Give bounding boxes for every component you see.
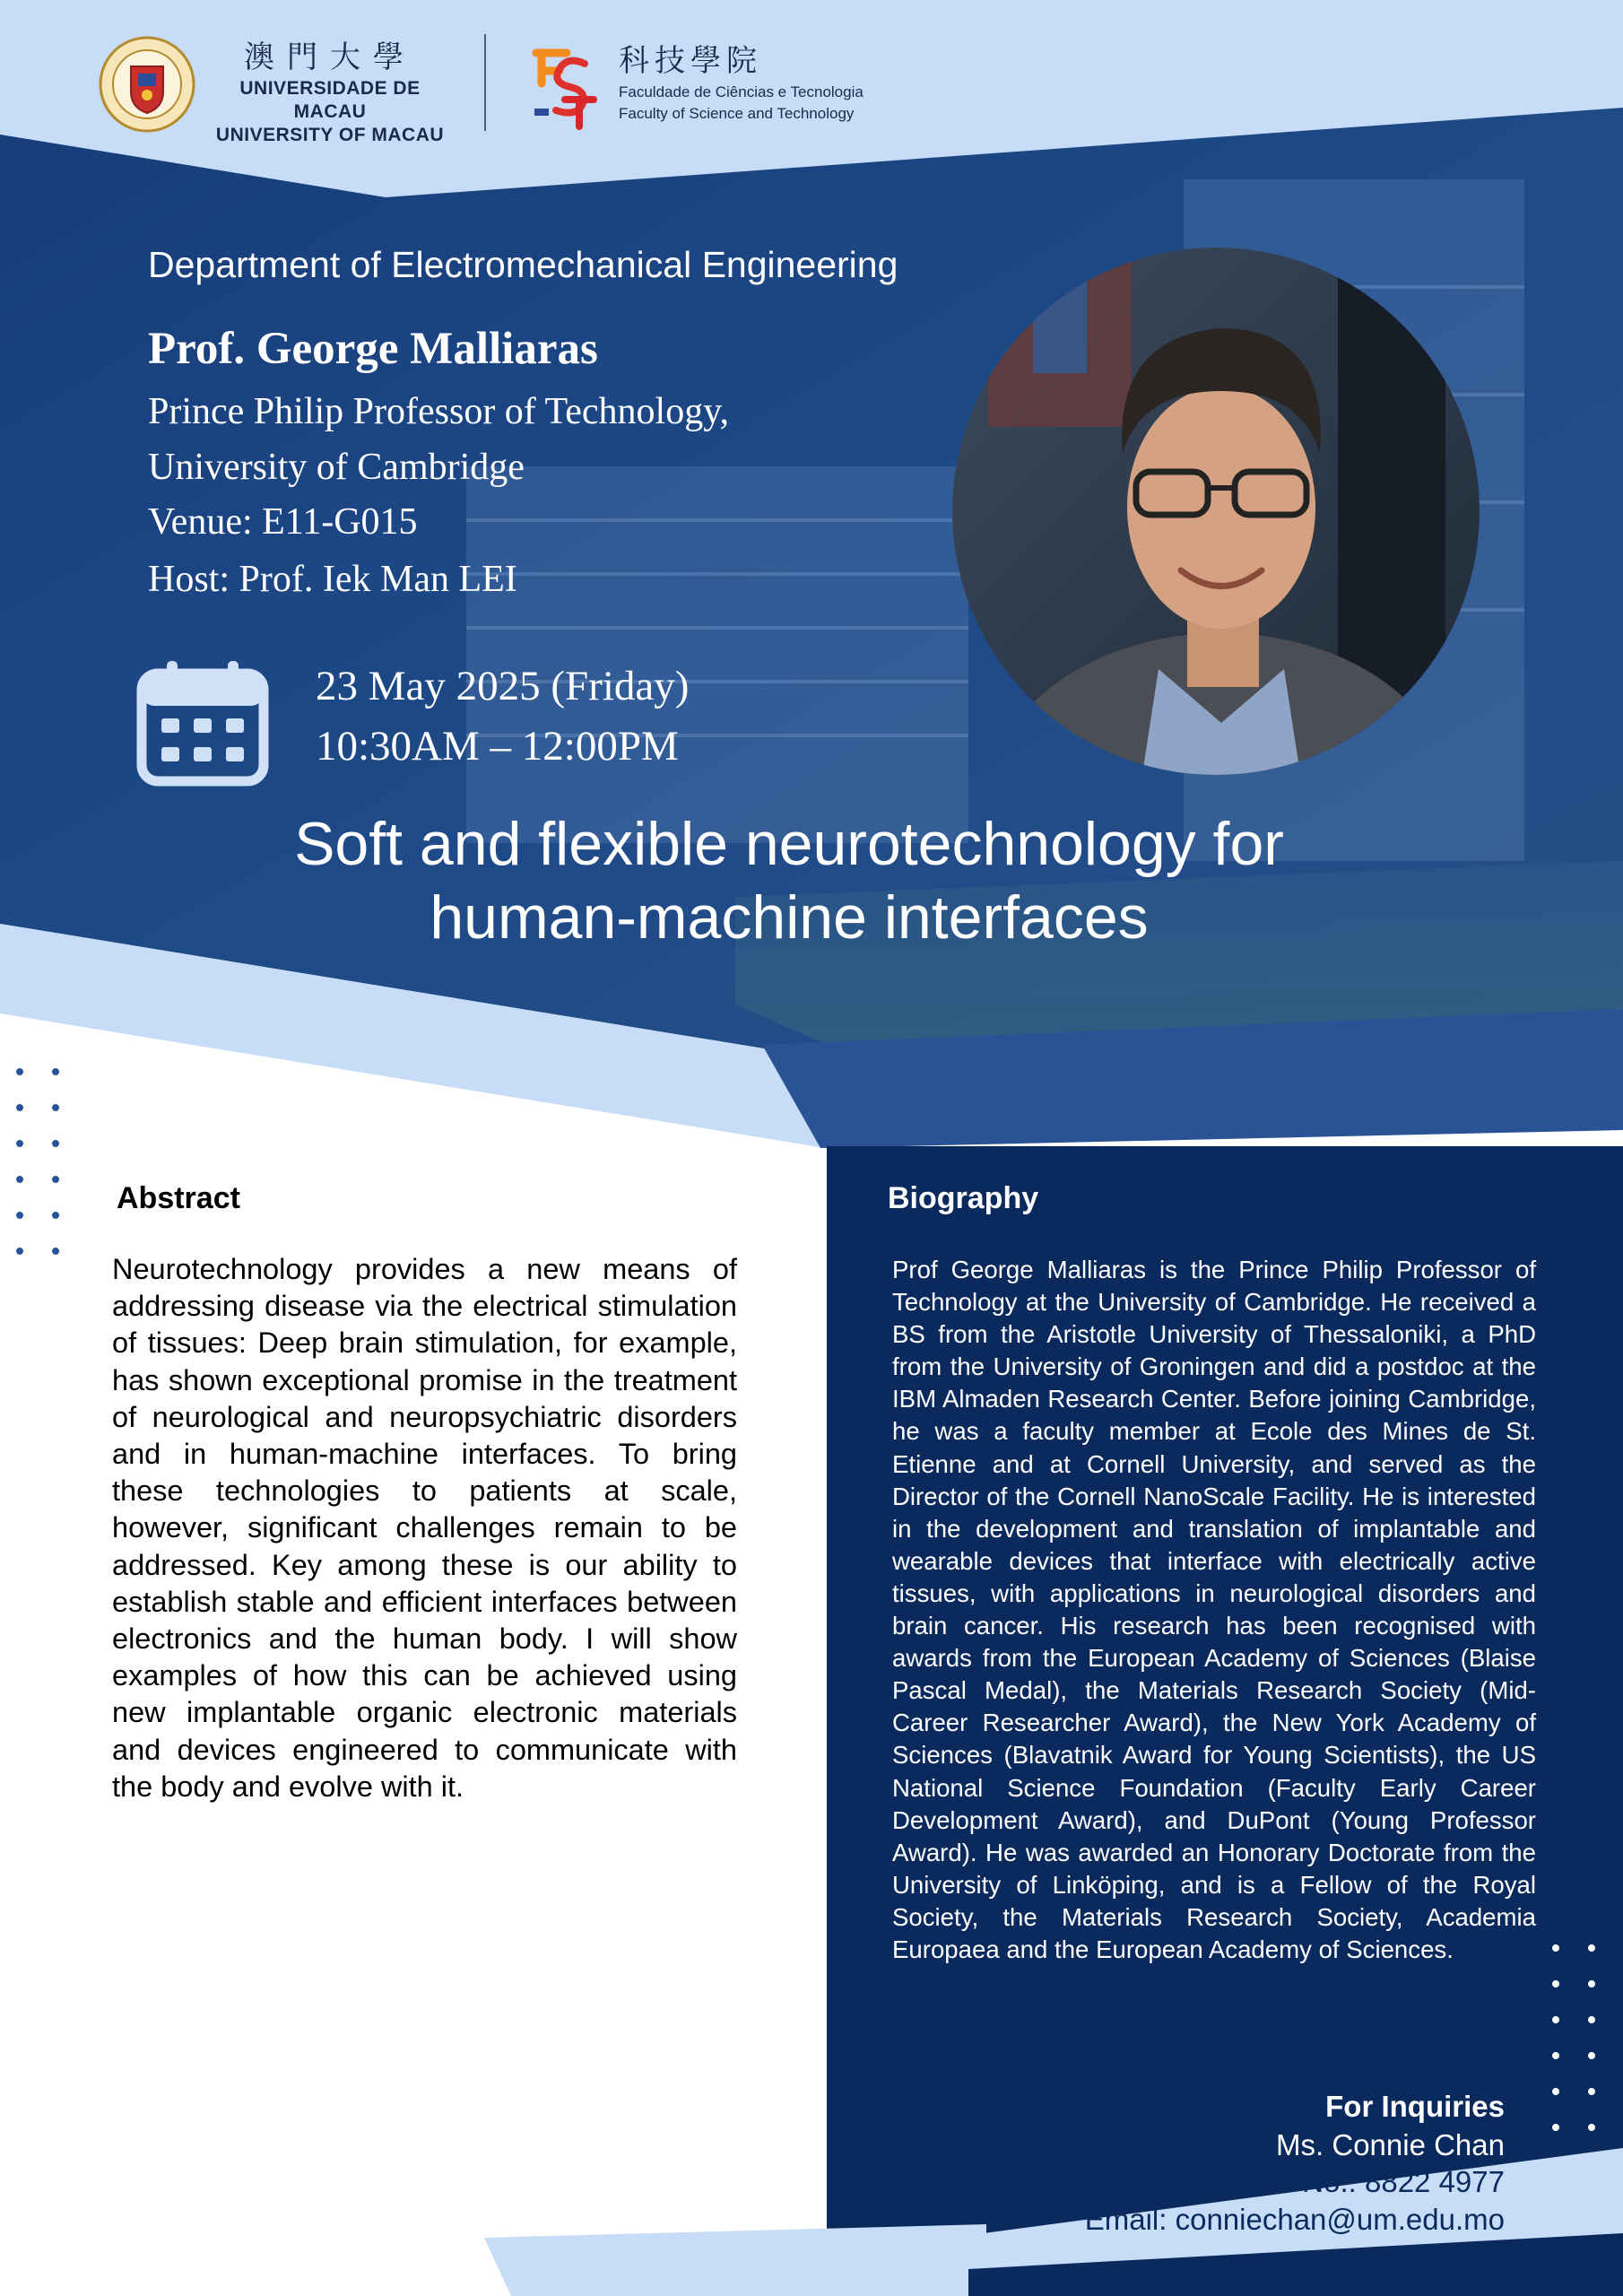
header-divider	[484, 34, 486, 131]
calendar-icon	[136, 659, 269, 787]
inquiries-contact-name: Ms. Connie Chan	[1276, 2128, 1505, 2161]
faculty-name-block	[619, 40, 864, 125]
department-name: Department of Electromechanical Engineering	[148, 244, 898, 285]
host: Host: Prof. Iek Man LEI	[148, 559, 517, 600]
inquiries-email[interactable]: Email: conniechan@um.edu.mo	[1084, 2203, 1505, 2236]
fst-logo-icon	[529, 40, 601, 130]
faculty-name-english: Faculty of Science and Technology	[619, 105, 855, 122]
inquiries-heading: For Inquiries	[1325, 2090, 1505, 2123]
university-crest-icon	[99, 36, 195, 133]
speaker-title-line1: Prince Philip Professor of Technology,	[148, 391, 729, 432]
venue: Venue: E11-G015	[148, 501, 418, 543]
event-time: 10:30AM – 12:00PM	[316, 723, 679, 770]
university-name-english: UNIVERSITY OF MACAU	[215, 125, 445, 145]
talk-title-line2: human-machine interfaces	[430, 883, 1149, 952]
decorative-dots-right	[1542, 1937, 1605, 2139]
biography-body: Prof George Malliaras is the Prince Philip Professor of Technology at the University of Cambridge. He received a BS from the Aristotle University of Thessaloniki, a PhD from the University of Groningen and did a postdoc at the IBM Almaden Research Center. Before joining Cambridge, he was a faculty member at Ecole des Mines de St. Etienne and at Cornell University, and served as the Director of the Cornell NanoScale Facility. He is interested in the development and translation of implantable and wearable devices that interface with electrically active tissues, with applications in neurological disorders and brain cancer. His research has been recognised with awards from the European Academy of Sciences (Blaise Pascal Medal), the Materials Research Society (Mid-Career Researcher Award), the New York Academy of Sciences (Blavatnik Award for Young Scientists), the US National Science Foundation (Faculty Early Career Development Award), and DuPont (Young Professor Award). He was awarded an Honorary Doctorate from the University of Linköping, and is a Fellow of the Royal Society, the Materials Research Society, Academia Europaea and the European Academy of Sciences.	[892, 1256, 1536, 1963]
faculty-name-chinese: 科技學院	[619, 43, 762, 79]
event-date: 23 May 2025 (Friday)	[316, 663, 690, 709]
decorative-dots-left	[9, 1063, 72, 1265]
university-name-block	[204, 38, 456, 147]
speaker-photo	[952, 248, 1480, 775]
abstract-body: Neurotechnology provides a new means of addressing disease via the electrical stimulation of tissues: Deep brain stimulation, for example, has shown exceptional promise in the treatment of neurological and neuropsychiatric disorders and in human-machine interfaces. To bring these technologies to patients at scale, however, significant challenges remain to be addressed. Key among these is our ability to establish stable and efficient interfaces between electronics and the human body. I will show examples of how this can be achieved using new implantable organic electronic materials and devices engineered to communicate with the body and evolve with it.	[112, 1253, 737, 1803]
biography-heading: Biography	[888, 1181, 1039, 1215]
faculty-name-portuguese: Faculdade de Ciências e Tecnologia	[619, 83, 864, 100]
abstract-heading: Abstract	[117, 1181, 240, 1215]
talk-title	[135, 807, 1444, 954]
university-name-portuguese: UNIVERSIDADE DE MACAU	[239, 78, 421, 122]
speaker-title-line2: University of Cambridge	[148, 447, 525, 488]
university-name-chinese: 澳門大學	[244, 39, 416, 75]
inquiries-phone: Phone No.: 8822 4977	[1208, 2165, 1505, 2198]
speaker-name: Prof. George Malliaras	[148, 324, 598, 374]
talk-title-line1: Soft and flexible neurotechnology for	[294, 810, 1284, 878]
